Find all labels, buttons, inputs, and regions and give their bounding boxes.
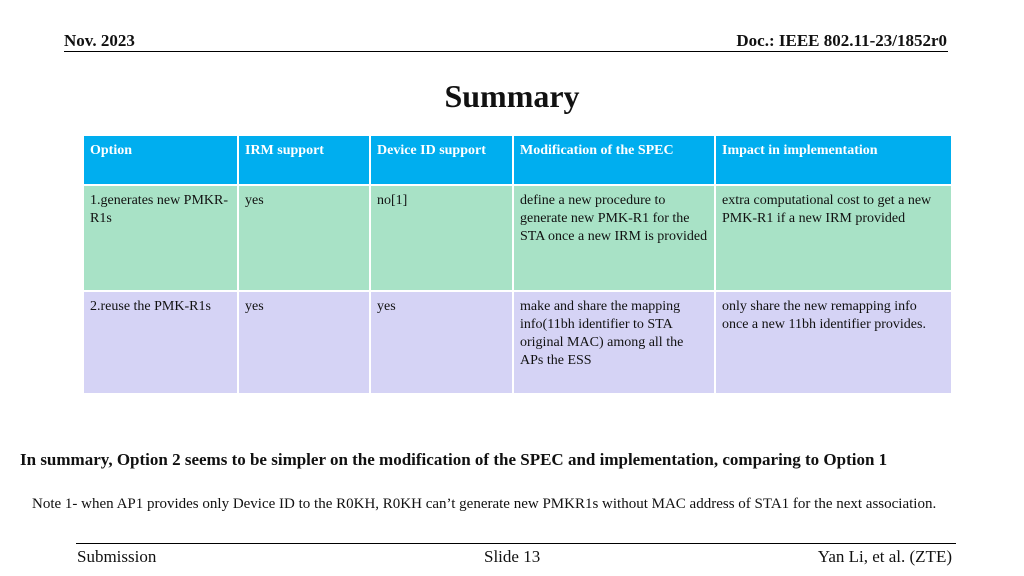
summary-statement: In summary, Option 2 seems to be simpler on the modification of the SPEC and implementation, comparing to Option 1 <box>20 450 888 469</box>
header-date: Nov. 2023 <box>64 31 135 50</box>
table-row <box>83 291 952 394</box>
footer-slide-number: Slide 13 <box>484 547 541 566</box>
cell-option: 2.reuse the PMK-R1s <box>83 291 238 394</box>
slide-title: Summary <box>444 78 580 114</box>
column-header-impact: Impact in implementation <box>715 135 952 185</box>
cell-option: 1.generates new PMKR-R1s <box>83 185 238 291</box>
table-header-row <box>83 135 952 185</box>
cell-irm-support: yes <box>238 291 370 394</box>
column-header-modification: Modification of the SPEC <box>513 135 715 185</box>
cell-device-id-support: yes <box>370 291 513 394</box>
cell-irm-support: yes <box>238 185 370 291</box>
cell-modification: define a new procedure to generate new PMK-R1 for the STA once a new IRM is provided <box>513 185 715 291</box>
table-row <box>83 185 952 291</box>
cell-impact: extra computational cost to get a new PMK-R1 if a new IRM provided <box>715 185 952 291</box>
header-doc-id: Doc.: IEEE 802.11-23/1852r0 <box>736 31 947 50</box>
header-divider <box>64 51 948 52</box>
footer-submission: Submission <box>77 547 157 566</box>
summary-table <box>82 134 953 395</box>
cell-impact: only share the new remapping info once a new 11bh identifier provides. <box>715 291 952 394</box>
footer-divider <box>76 543 956 544</box>
column-header-device-id-support: Device ID support <box>370 135 513 185</box>
cell-device-id-support: no[1] <box>370 185 513 291</box>
cell-modification: make and share the mapping info(11bh identifier to STA original MAC) among all the APs the ESS <box>513 291 715 394</box>
column-header-irm-support: IRM support <box>238 135 370 185</box>
footnote: Note 1- when AP1 provides only Device ID to the R0KH, R0KH can’t generate new PMKR1s without MAC address of STA1 for the next association. <box>32 496 937 512</box>
column-header-option: Option <box>83 135 238 185</box>
footer-authors: Yan Li, et al. (ZTE) <box>817 547 952 566</box>
